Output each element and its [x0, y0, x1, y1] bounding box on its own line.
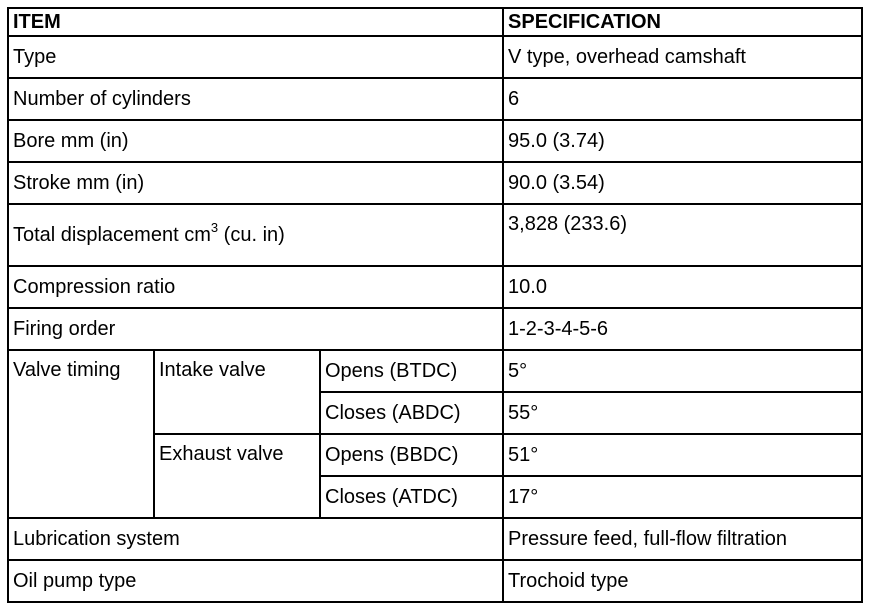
- stroke-value: 90.0 (3.54): [503, 162, 862, 204]
- valve-timing-label: Valve timing: [8, 350, 154, 518]
- intake-closes-label: Closes (ABDC): [320, 392, 503, 434]
- firing-value: 1-2-3-4-5-6: [503, 308, 862, 350]
- cylinders-label: Number of cylinders: [8, 78, 503, 120]
- header-row: [8, 8, 862, 36]
- intake-opens-label: Opens (BTDC): [320, 350, 503, 392]
- exhaust-opens-value: 51°: [503, 434, 862, 476]
- compression-value: 10.0: [503, 266, 862, 308]
- table-row: [8, 266, 862, 308]
- exhaust-closes-label: Closes (ATDC): [320, 476, 503, 518]
- type-label: Type: [8, 36, 503, 78]
- exhaust-closes-value: 17°: [503, 476, 862, 518]
- oil-pump-label: Oil pump type: [8, 560, 503, 602]
- bore-label: Bore mm (in): [8, 120, 503, 162]
- table-row: [8, 162, 862, 204]
- bore-value: 95.0 (3.74): [503, 120, 862, 162]
- intake-opens-value: 5°: [503, 350, 862, 392]
- table-row: [8, 560, 862, 602]
- item-header: ITEM: [8, 8, 503, 36]
- specification-header: SPECIFICATION: [503, 8, 862, 36]
- lubrication-label: Lubrication system: [8, 518, 503, 560]
- displacement-label-unit: (cu. in): [218, 223, 285, 246]
- type-value: V type, overhead camshaft: [503, 36, 862, 78]
- oil-pump-value: Trochoid type: [503, 560, 862, 602]
- table-row: [8, 518, 862, 560]
- exhaust-valve-label: Exhaust valve: [154, 434, 320, 518]
- displacement-label-text: Total displacement cm: [13, 223, 211, 246]
- displacement-label: [8, 204, 503, 266]
- displacement-label-superscript: 3: [210, 219, 219, 235]
- displacement-value: 3,828 (233.6): [503, 204, 862, 266]
- table-row: [8, 78, 862, 120]
- table-row: [8, 204, 862, 266]
- table-row: [8, 36, 862, 78]
- compression-label: Compression ratio: [8, 266, 503, 308]
- intake-valve-label: Intake valve: [154, 350, 320, 434]
- table-row: [8, 350, 862, 392]
- intake-closes-value: 55°: [503, 392, 862, 434]
- table-row: [8, 120, 862, 162]
- firing-label: Firing order: [8, 308, 503, 350]
- stroke-label: Stroke mm (in): [8, 162, 503, 204]
- cylinders-value: 6: [503, 78, 862, 120]
- specification-table: [7, 7, 863, 603]
- lubrication-value: Pressure feed, full-flow filtration: [503, 518, 862, 560]
- exhaust-opens-label: Opens (BBDC): [320, 434, 503, 476]
- table-row: [8, 308, 862, 350]
